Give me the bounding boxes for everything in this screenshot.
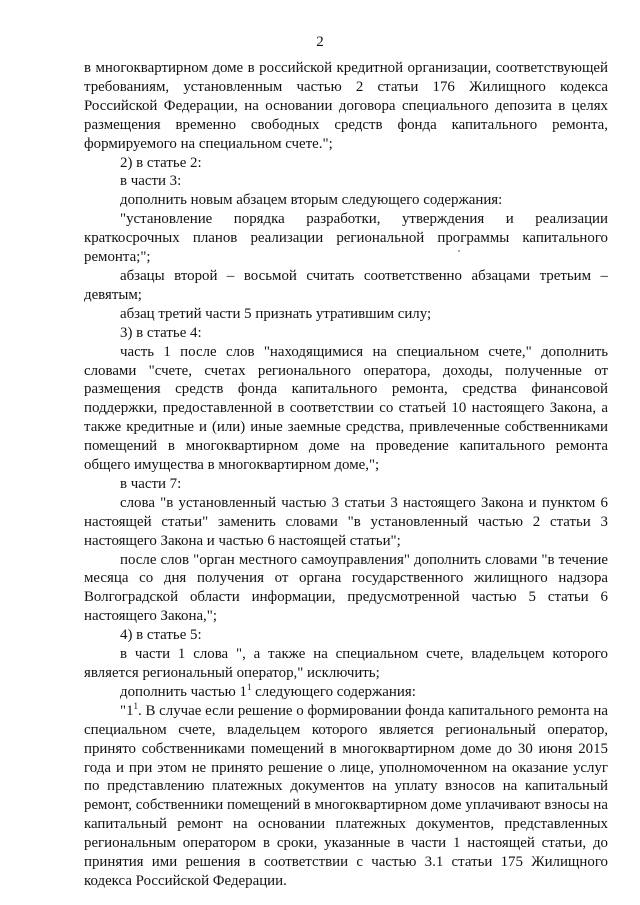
paragraph: 2) в статье 2:	[120, 154, 202, 171]
paragraph-text: следующего содержания:	[255, 683, 416, 700]
paragraph: 4) в статье 5:	[120, 627, 202, 644]
paragraph-with-superscript	[84, 702, 608, 891]
scan-speck	[458, 250, 460, 252]
paragraph: в части 3:	[120, 173, 182, 190]
paragraph: в многоквартирном доме в российской кредитной организации, соответствующей требованиям, установленным частью 2 статьи 176 Жилищного кодекса Российской Федерации, на основании договора специального депозита в целях размещения временно свободных средств фонда капитального ремонта, формируемого на специальном счете.";	[84, 60, 608, 152]
paragraph: абзацы второй – восьмой считать соответственно абзацами третьим – девятым;	[84, 267, 608, 303]
paragraph-text: "1	[120, 702, 134, 719]
paragraph: после слов "орган местного самоуправления" дополнить словами "в течение месяца со дня получения от органа государственного жилищного надзора Волгоградской области информации, предусмотренной частью 5 статьи 6 настоящего Закона,";	[84, 551, 608, 625]
paragraph-with-superscript	[84, 683, 608, 702]
paragraph: абзац третий части 5 признать утратившим силу;	[120, 305, 432, 322]
paragraph: в части 7:	[120, 475, 182, 492]
paragraph: слова "в установленный частью 3 статьи 3 настоящего Закона и пунктом 6 настоящей статьи" заменить словами "в установленный частью 2 статьи 3 настоящего Закона и частью 6 настоящей статьи";	[84, 494, 608, 549]
paragraph-text: дополнить частью 1	[120, 683, 247, 700]
superscript: 1	[133, 700, 139, 711]
paragraph-text: . В случае если решение о формировании фонда капитального ремонта на специальном счете, владельцем которого является региональный оператор, принято собственниками помещений в многоквартирном доме до 30 июня 2015 года и при этом не принято решение о лице, уполномоченном на оказание услуг по представлению платежных документов на уплату взносов на капитальный ремонт, собственники помещений в многоквартирном доме уплачивают взносы на капитальный ремонт на основании платежных документов, представленных региональным оператором в сроки, указанные в части 1 настоящей статьи, до принятия ими решения в соответствии с частью 3.1 статьи 175 Жилищного кодекса Российской Федерации.	[84, 702, 608, 889]
document-body	[84, 59, 608, 891]
paragraph: "установление порядка разработки, утверждения и реализации краткосрочных планов реализации региональной программы капитального ремонта;";	[84, 211, 608, 266]
paragraph: в части 1 слова ", а также на специальном счете, владельцем которого является региональный оператор," исключить;	[84, 646, 608, 681]
paragraph: 3) в статье 4:	[120, 324, 202, 341]
paragraph: дополнить новым абзацем вторым следующего содержания:	[120, 192, 503, 209]
paragraph: часть 1 после слов "находящимися на специальном счете," дополнить словами "счете, счетах регионального оператора, доходы, полученные от размещения средств фонда капитального ремонта, средства финансовой поддержки, предоставленной в соответствии со статьей 10 настоящего Закона, а также кредитные и (или) иные заемные средства, привлеченные собственниками помещений в многоквартирном доме на проведение капитального ремонта общего имущества в многоквартирном доме,";	[84, 343, 608, 474]
superscript: 1	[246, 681, 252, 692]
page-number: 2	[316, 34, 324, 50]
